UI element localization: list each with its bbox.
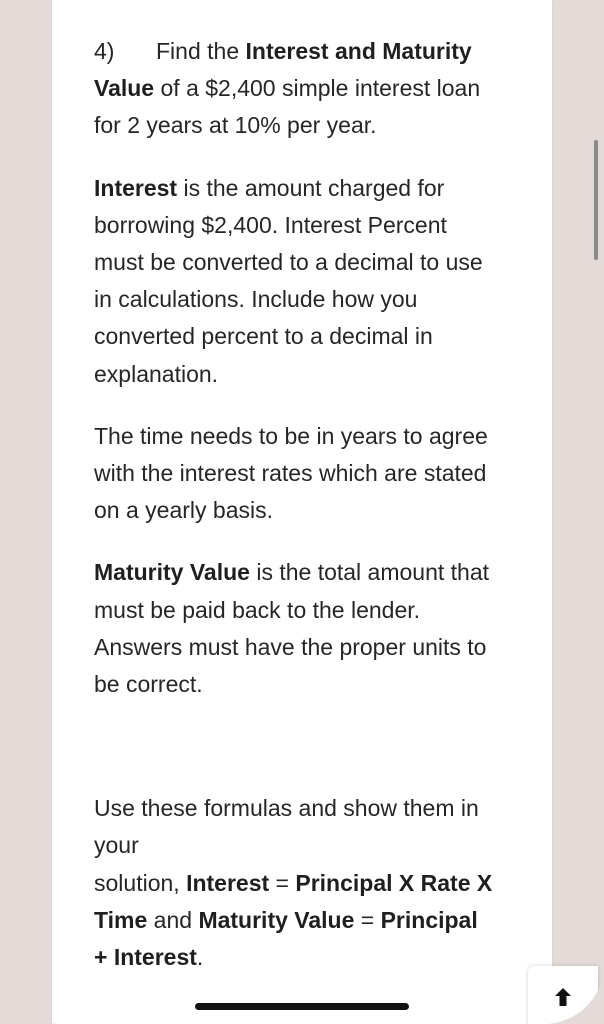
time-text: The time needs to be in years to agree with the interest rates which are stated on a yearly basis. [94, 422, 488, 524]
formula-equals-1: = [269, 869, 296, 896]
question-bold: Interest and Maturity Value [94, 38, 472, 102]
maturity-term: Maturity Value [94, 559, 250, 586]
question-intro: Find the [156, 38, 246, 64]
formula-equals-2: = [354, 906, 381, 933]
scroll-to-top-button[interactable] [528, 966, 598, 1024]
interest-term: Interest [94, 174, 178, 201]
formula-paragraph [94, 790, 494, 976]
arrow-up-icon [552, 986, 574, 1008]
time-paragraph [94, 418, 494, 530]
spacer [94, 728, 494, 790]
interest-text: is the amount charged for borrowing $2,400. Interest Percent must be converted to a decimal to use in calculations. Include how you converted percent to a decimal in explanation. [94, 174, 483, 387]
home-indicator[interactable] [195, 1003, 409, 1010]
formula-maturity-label: Maturity Value [198, 906, 355, 933]
formula-maturity: Principal + Interest [94, 906, 478, 971]
formula-and: and [147, 906, 199, 933]
question-number: 4) [94, 38, 115, 64]
question-rest: of a $2,400 simple interest loan for 2 years at 10% per year. [94, 75, 481, 139]
formula-line1: Use these formulas and show them in your [94, 795, 479, 859]
interest-paragraph [94, 170, 494, 393]
document-content [94, 33, 494, 1001]
formula-interest-label: Interest [186, 869, 270, 896]
formula-period: . [196, 944, 204, 971]
formula-interest: Principal X Rate X Time [94, 869, 493, 933]
formula-line2-start: solution, [94, 869, 187, 896]
scrollbar[interactable] [594, 140, 598, 260]
maturity-paragraph [94, 554, 494, 703]
question-paragraph [94, 33, 494, 145]
maturity-text: is the total amount that must be paid back to the lender. Answers must have the proper units to be correct. [94, 559, 490, 698]
